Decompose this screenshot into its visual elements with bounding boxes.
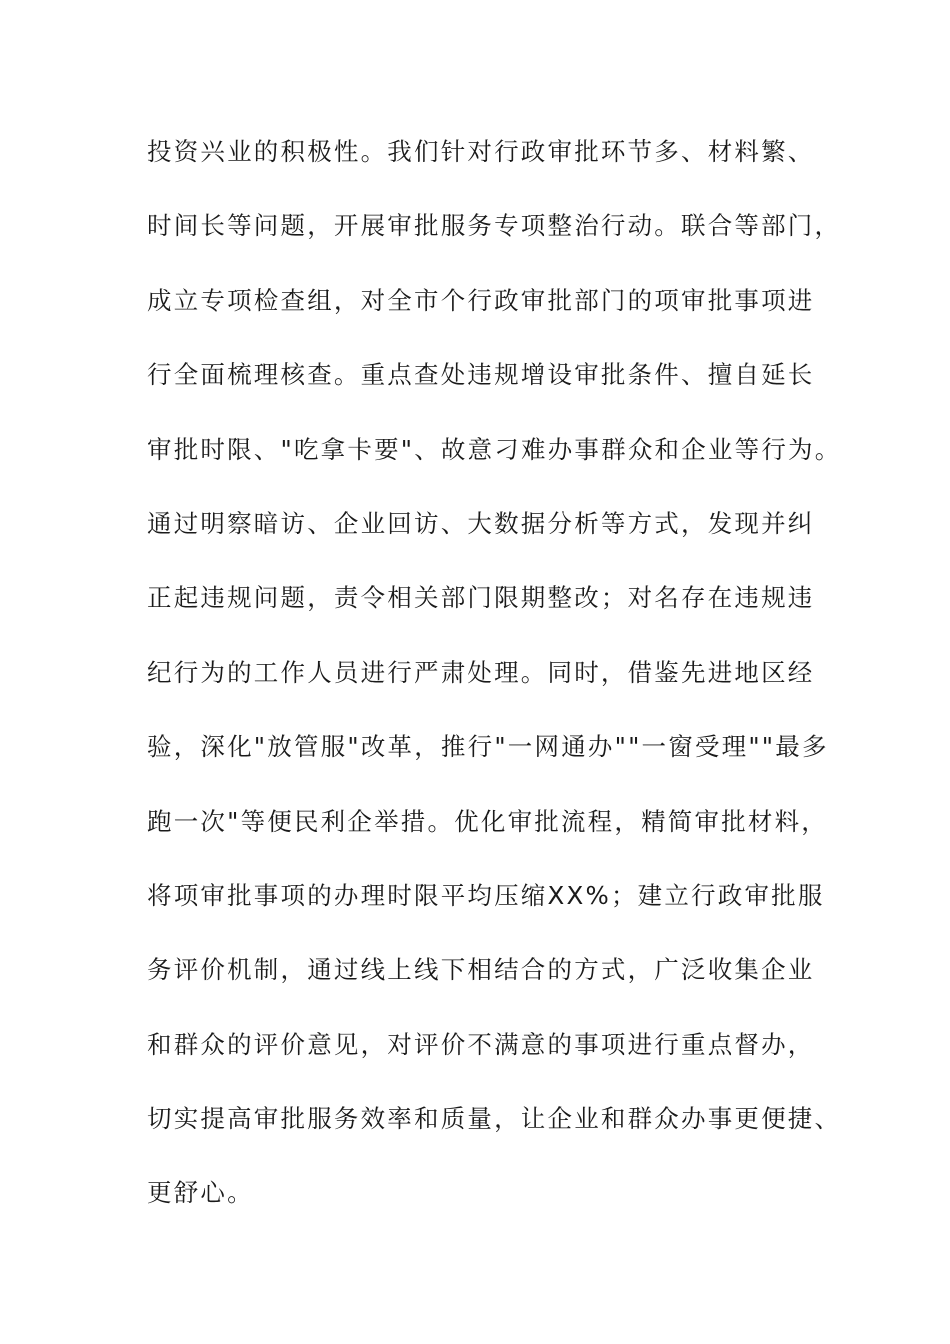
text-line: 行全面梳理核查。重点查处违规增设审批条件、擅自延长: [147, 360, 815, 390]
text-line: 务评价机制，通过线上线下相结合的方式，广泛收集企业: [147, 955, 815, 985]
body-paragraph: [147, 126, 842, 1242]
text-line: 成立专项检查组，对全市个行政审批部门的项审批事项进: [147, 285, 815, 315]
text-line: 验，深化"放管服"改革，推行"一网通办""一窗受理""最多: [147, 732, 829, 762]
text-line: 纪行为的工作人员进行严肃处理。同时，借鉴先进地区经: [147, 657, 815, 687]
text-line: 审批时限、"吃拿卡要"、故意刁难办事群众和企业等行为。: [147, 434, 842, 464]
text-line: 和群众的评价意见，对评价不满意的事项进行重点督办，: [147, 1029, 815, 1059]
text-line: 将项审批事项的办理时限平均压缩XX%；建立行政审批服: [147, 880, 825, 910]
text-line: 跑一次"等便民利企举措。优化审批流程，精简审批材料，: [147, 806, 828, 836]
text-line: 投资兴业的积极性。我们针对行政审批环节多、材料繁、: [147, 137, 815, 166]
text-line: 时间长等问题，开展审批服务专项整治行动。联合等部门，: [147, 211, 842, 241]
text-line: 通过明察暗访、企业回访、大数据分析等方式，发现并纠: [147, 508, 815, 538]
text-line: 正起违规问题，责令相关部门限期整改；对名存在违规违: [147, 583, 815, 613]
text-line: 更舒心。: [147, 1178, 254, 1208]
text-line: 切实提高审批服务效率和质量，让企业和群众办事更便捷、: [147, 1104, 842, 1134]
